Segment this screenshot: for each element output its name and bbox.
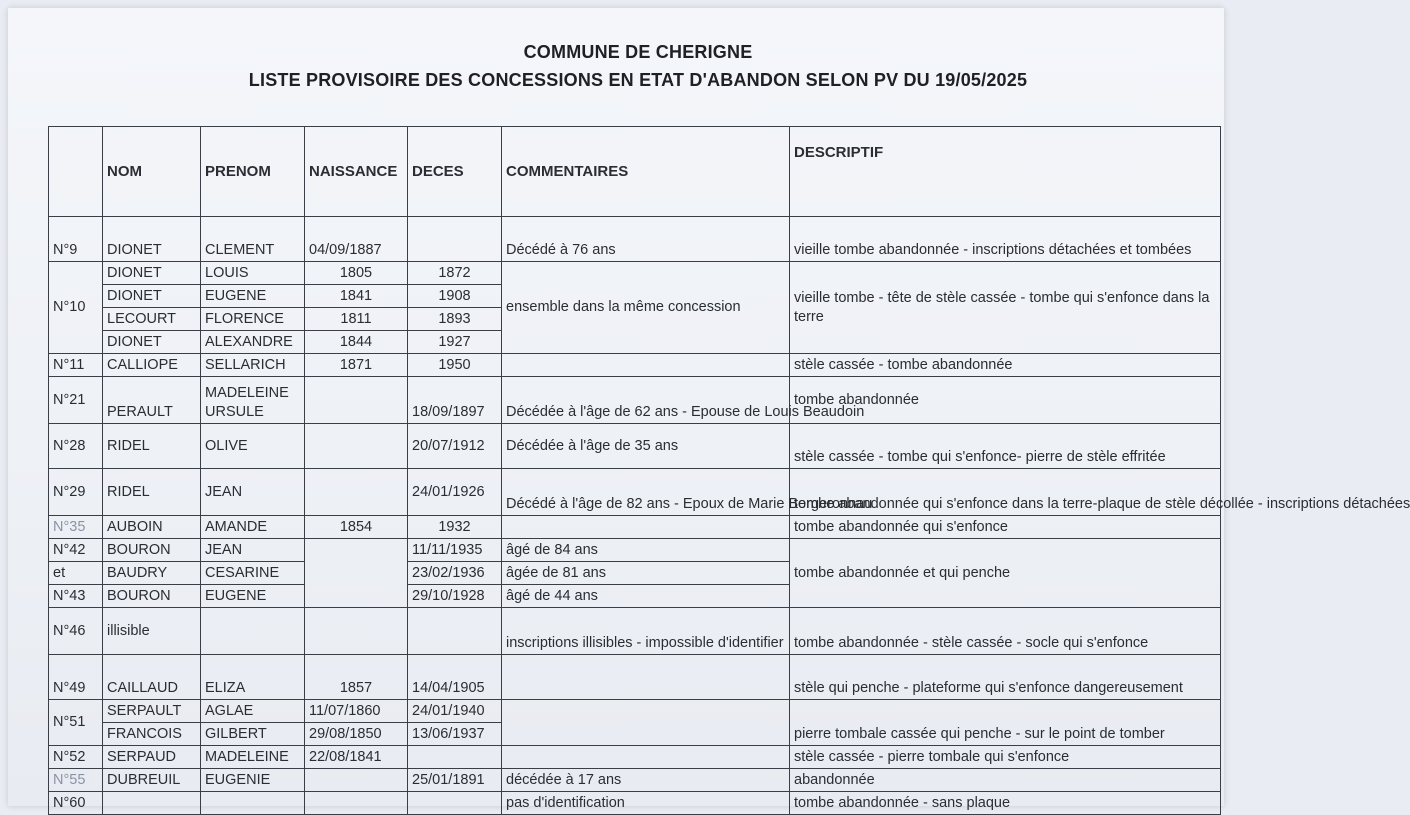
cell-nom: RIDEL	[103, 469, 201, 516]
cell-prenom: JEAN	[201, 539, 305, 562]
cell-naissance	[305, 539, 408, 608]
cell-descriptif: stèle cassée - tombe abandonnée	[790, 354, 1221, 377]
cell-commentaire: Décédé à 76 ans	[502, 217, 790, 262]
cell-nom: BOURON	[103, 585, 201, 608]
cell-naissance: 1871	[305, 354, 408, 377]
concession-number-joiner: et	[49, 562, 103, 585]
cell-naissance	[305, 769, 408, 792]
cell-deces: 1950	[408, 354, 502, 377]
cell-commentaire	[502, 746, 790, 769]
table-row	[49, 539, 1221, 562]
concession-number: N°60	[49, 792, 103, 815]
cell-descriptif: vieille tombe abandonnée - inscriptions détachées et tombées	[790, 217, 1221, 262]
prenom-line-1: MADELEINE	[205, 385, 289, 401]
cell-deces: 13/06/1937	[408, 723, 502, 746]
cell-nom: CAILLAUD	[103, 655, 201, 700]
cell-prenom: AMANDE	[201, 516, 305, 539]
cell-nom: DIONET	[103, 262, 201, 285]
cell-nom	[103, 792, 201, 815]
cell-nom: FRANCOIS	[103, 723, 201, 746]
concession-number: N°11	[49, 354, 103, 377]
table-row	[49, 746, 1221, 769]
cell-commentaire	[502, 700, 790, 746]
cell-descriptif: stèle cassée - tombe qui s'enfonce- pierre de stèle effritée	[790, 424, 1221, 469]
cell-descriptif: pierre tombale cassée qui penche - sur le point de tomber	[790, 700, 1221, 746]
cell-naissance: 1854	[305, 516, 408, 539]
header-nom: NOM	[103, 127, 201, 217]
cell-deces: 24/01/1926	[408, 469, 502, 516]
cell-naissance: 1811	[305, 308, 408, 331]
concession-number: N°49	[49, 655, 103, 700]
table-row	[49, 769, 1221, 792]
cell-prenom: CESARINE	[201, 562, 305, 585]
cell-nom: DIONET	[103, 285, 201, 308]
cell-prenom: EUGENE	[201, 285, 305, 308]
header-naissance: NAISSANCE	[305, 127, 408, 217]
commune-title: COMMUNE DE CHERIGNE	[523, 42, 753, 62]
cell-nom: illisible	[103, 608, 201, 655]
cell-nom: AUBOIN	[103, 516, 201, 539]
table-header-row	[49, 127, 1221, 217]
cell-descriptif: tombe abandonnée et qui penche	[790, 539, 1221, 608]
cell-deces	[408, 217, 502, 262]
cell-prenom: FLORENCE	[201, 308, 305, 331]
cell-naissance: 1805	[305, 262, 408, 285]
cell-prenom: JEAN	[201, 469, 305, 516]
cell-nom: PERAULT	[103, 377, 201, 424]
header-deces: DECES	[408, 127, 502, 217]
cell-deces: 25/01/1891	[408, 769, 502, 792]
cell-commentaire: inscriptions illisibles - impossible d'identifier	[502, 608, 790, 655]
cell-commentaire: Décédé à l'âge de 82 ans - Epoux de Marie Bergeronnau	[502, 469, 790, 516]
cell-descriptif: vieille tombe - tête de stèle cassée - tombe qui s'enfonce dans la terre	[790, 262, 1221, 354]
cell-prenom: ALEXANDRE	[201, 331, 305, 354]
header-descriptif: DESCRIPTIF	[790, 127, 1221, 217]
cell-commentaire: Décédée à l'âge de 62 ans - Epouse de Louis Beaudoin	[502, 377, 790, 424]
cell-naissance	[305, 469, 408, 516]
concessions-table	[48, 126, 1410, 815]
cell-deces: 29/10/1928	[408, 585, 502, 608]
cell-prenom: GILBERT	[201, 723, 305, 746]
header-commentaires: COMMENTAIRES	[502, 127, 790, 217]
cell-nom: SERPAULT	[103, 700, 201, 723]
cell-deces: 20/07/1912	[408, 424, 502, 469]
cell-commentaire: Décédée à l'âge de 35 ans	[502, 424, 790, 469]
cell-deces: 18/09/1897	[408, 377, 502, 424]
cell-descriptif: tombe abandonnée - stèle cassée - socle qui s'enfonce	[790, 608, 1221, 655]
table-row	[49, 377, 1221, 424]
cell-nom: CALLIOPE	[103, 354, 201, 377]
cell-deces	[408, 608, 502, 655]
cell-naissance: 1841	[305, 285, 408, 308]
cell-commentaire: âgée de 81 ans	[502, 562, 790, 585]
concession-number: N°35	[49, 516, 103, 539]
document-sheet	[8, 8, 1410, 811]
cell-commentaire	[502, 354, 790, 377]
concession-number: N°28	[49, 424, 103, 469]
cell-prenom	[201, 792, 305, 815]
cell-deces: 1893	[408, 308, 502, 331]
cell-deces: 1927	[408, 331, 502, 354]
table-row	[49, 469, 1221, 516]
cell-nom: BOURON	[103, 539, 201, 562]
cell-deces	[408, 792, 502, 815]
concession-number: N°29	[49, 469, 103, 516]
cell-nom: RIDEL	[103, 424, 201, 469]
table-row	[49, 792, 1221, 815]
concession-number: N°46	[49, 608, 103, 655]
cell-naissance: 04/09/1887	[305, 217, 408, 262]
cell-commentaire	[502, 516, 790, 539]
cell-prenom: LOUIS	[201, 262, 305, 285]
cell-descriptif: abandonnée	[790, 769, 1221, 792]
cell-descriptif: tombe abandonnée qui s'enfonce dans la terre-plaque de stèle décollée - inscriptions détachées	[790, 469, 1221, 516]
cell-prenom: OLIVE	[201, 424, 305, 469]
cell-deces: 23/02/1936	[408, 562, 502, 585]
header-prenom: PRENOM	[201, 127, 305, 217]
cell-prenom: ELIZA	[201, 655, 305, 700]
cell-naissance	[305, 792, 408, 815]
concession-number: N°55	[49, 769, 103, 792]
cell-deces: 1908	[408, 285, 502, 308]
cell-deces: 14/04/1905	[408, 655, 502, 700]
cell-commentaire: décédée à 17 ans	[502, 769, 790, 792]
cell-naissance	[305, 608, 408, 655]
cell-naissance: 11/07/1860	[305, 700, 408, 723]
list-title: LISTE PROVISOIRE DES CONCESSIONS EN ETAT D'ABANDON SELON PV DU 19/05/2025	[248, 70, 1028, 90]
cell-prenom: EUGENE	[201, 585, 305, 608]
cell-nom: LECOURT	[103, 308, 201, 331]
cell-commentaire: âgé de 84 ans	[502, 539, 790, 562]
cell-nom: DIONET	[103, 331, 201, 354]
prenom-line-2: URSULE	[205, 404, 264, 420]
table-row	[49, 655, 1221, 700]
cell-prenom: CLEMENT	[201, 217, 305, 262]
cell-deces: 1932	[408, 516, 502, 539]
cell-prenom: EUGENIE	[201, 769, 305, 792]
table-row	[49, 424, 1221, 469]
cell-commentaire: âgé de 44 ans	[502, 585, 790, 608]
table-row	[49, 516, 1221, 539]
cell-descriptif: tombe abandonnée	[790, 377, 1221, 424]
cell-nom: DUBREUIL	[103, 769, 201, 792]
cell-descriptif: stèle cassée - pierre tombale qui s'enfonce	[790, 746, 1221, 769]
cell-prenom	[201, 377, 305, 424]
concession-number: N°9	[49, 217, 103, 262]
cell-naissance	[305, 377, 408, 424]
table-row	[49, 608, 1221, 655]
cell-deces: 1872	[408, 262, 502, 285]
table-row	[49, 700, 1221, 723]
table-row	[49, 262, 1221, 285]
cell-prenom: SELLARICH	[201, 354, 305, 377]
cell-commentaire	[502, 655, 790, 700]
cell-prenom: MADELEINE	[201, 746, 305, 769]
header-num	[49, 127, 103, 217]
cell-nom: DIONET	[103, 217, 201, 262]
document-header	[8, 38, 1268, 94]
cell-commentaire: ensemble dans la même concession	[502, 262, 790, 354]
concession-number: N°42	[49, 539, 103, 562]
cell-naissance: 29/08/1850	[305, 723, 408, 746]
concession-number: N°43	[49, 585, 103, 608]
cell-descriptif: stèle qui penche - plateforme qui s'enfonce dangereusement	[790, 655, 1221, 700]
cell-naissance: 1857	[305, 655, 408, 700]
concession-number: N°51	[49, 700, 103, 746]
cell-deces: 24/01/1940	[408, 700, 502, 723]
table-row	[49, 354, 1221, 377]
cell-deces	[408, 746, 502, 769]
concession-number: N°21	[49, 377, 103, 424]
cell-naissance: 22/08/1841	[305, 746, 408, 769]
cell-naissance	[305, 424, 408, 469]
cell-naissance: 1844	[305, 331, 408, 354]
cell-nom: BAUDRY	[103, 562, 201, 585]
cell-commentaire: pas d'identification	[502, 792, 790, 815]
cell-prenom: AGLAE	[201, 700, 305, 723]
cell-nom: SERPAUD	[103, 746, 201, 769]
concession-number: N°52	[49, 746, 103, 769]
concession-number: N°10	[49, 262, 103, 354]
cell-prenom	[201, 608, 305, 655]
cell-deces: 11/11/1935	[408, 539, 502, 562]
table-row	[49, 217, 1221, 262]
cell-descriptif: tombe abandonnée qui s'enfonce	[790, 516, 1221, 539]
cell-descriptif: tombe abandonnée - sans plaque	[790, 792, 1221, 815]
